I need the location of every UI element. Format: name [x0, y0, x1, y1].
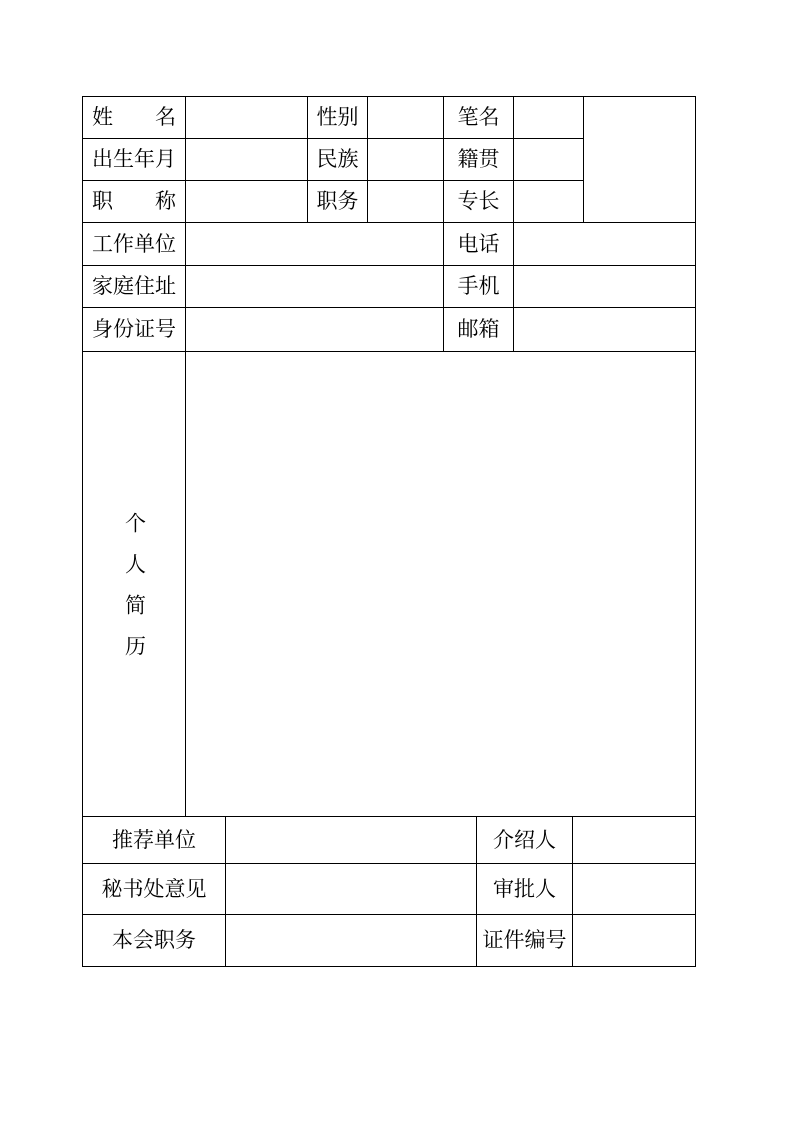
approval-section	[83, 817, 695, 966]
resume-label-cell	[83, 352, 186, 817]
position-input-cell[interactable]	[368, 181, 444, 223]
gender-label: 性别	[316, 106, 359, 129]
penname-label-cell	[444, 97, 514, 139]
resume-label: 个人简历	[122, 512, 146, 676]
birthdate-input-cell[interactable]	[186, 139, 308, 181]
resume-input-cell[interactable]	[186, 352, 695, 817]
secretariat-opinion-label-cell	[83, 864, 226, 915]
specialty-label: 专长	[457, 190, 500, 213]
recommender-input-cell[interactable]	[226, 817, 477, 864]
nativeplace-label: 籍贯	[457, 148, 500, 171]
phone-input-cell[interactable]	[514, 223, 695, 266]
birthdate-label: 出生年月	[92, 148, 176, 171]
idnumber-input-cell[interactable]	[186, 308, 444, 352]
homeaddress-input-cell[interactable]	[186, 266, 444, 308]
mobile-label: 手机	[457, 275, 500, 298]
ethnicity-input-cell[interactable]	[368, 139, 444, 181]
approver-label: 审批人	[493, 877, 556, 901]
specialty-label-cell	[444, 181, 514, 223]
mobile-label-cell	[444, 266, 514, 308]
resume-section	[83, 352, 695, 817]
photo-cell[interactable]	[584, 97, 695, 223]
homeaddress-label-cell	[83, 266, 186, 308]
ethnicity-label-cell	[308, 139, 368, 181]
recommender-label-cell	[83, 817, 226, 864]
association-position-label-cell	[83, 915, 226, 966]
gender-input-cell[interactable]	[368, 97, 444, 139]
email-label-cell	[444, 308, 514, 352]
secretariat-opinion-label: 秘书处意见	[101, 877, 207, 901]
specialty-input-cell[interactable]	[514, 181, 584, 223]
homeaddress-label: 家庭住址	[92, 275, 176, 298]
position-label-cell	[308, 181, 368, 223]
name-label: 姓名	[92, 106, 176, 129]
position-label: 职务	[316, 190, 359, 213]
identity-section	[83, 97, 695, 223]
ethnicity-label: 民族	[316, 148, 359, 171]
email-input-cell[interactable]	[514, 308, 695, 352]
secretariat-opinion-input-cell[interactable]	[226, 864, 477, 915]
mobile-input-cell[interactable]	[514, 266, 695, 308]
approver-label-cell	[477, 864, 573, 915]
introducer-input-cell[interactable]	[573, 817, 695, 864]
association-position-label: 本会职务	[112, 929, 196, 952]
certificate-number-label: 证件编号	[482, 929, 567, 952]
certificate-number-input-cell[interactable]	[573, 915, 695, 966]
association-position-input-cell[interactable]	[226, 915, 477, 966]
title-label-cell	[83, 181, 186, 223]
workunit-label-cell	[83, 223, 186, 266]
introducer-label: 介绍人	[493, 828, 556, 852]
workunit-input-cell[interactable]	[186, 223, 444, 266]
certificate-number-label-cell	[477, 915, 573, 966]
nativeplace-input-cell[interactable]	[514, 139, 584, 181]
penname-input-cell[interactable]	[514, 97, 584, 139]
idnumber-label-cell	[83, 308, 186, 352]
penname-label: 笔名	[457, 106, 500, 129]
idnumber-label: 身份证号	[92, 318, 176, 341]
nativeplace-label-cell	[444, 139, 514, 181]
contact-section	[83, 223, 695, 352]
name-label-cell	[83, 97, 186, 139]
title-label: 职称	[92, 190, 176, 213]
recommender-label: 推荐单位	[112, 828, 196, 852]
name-input-cell[interactable]	[186, 97, 308, 139]
title-input-cell[interactable]	[186, 181, 308, 223]
email-label: 邮箱	[457, 318, 500, 341]
membership-form-table	[82, 96, 696, 967]
introducer-label-cell	[477, 817, 573, 864]
birthdate-label-cell	[83, 139, 186, 181]
workunit-label: 工作单位	[92, 232, 176, 256]
approver-input-cell[interactable]	[573, 864, 695, 915]
gender-label-cell	[308, 97, 368, 139]
phone-label-cell	[444, 223, 514, 266]
phone-label: 电话	[457, 232, 500, 256]
